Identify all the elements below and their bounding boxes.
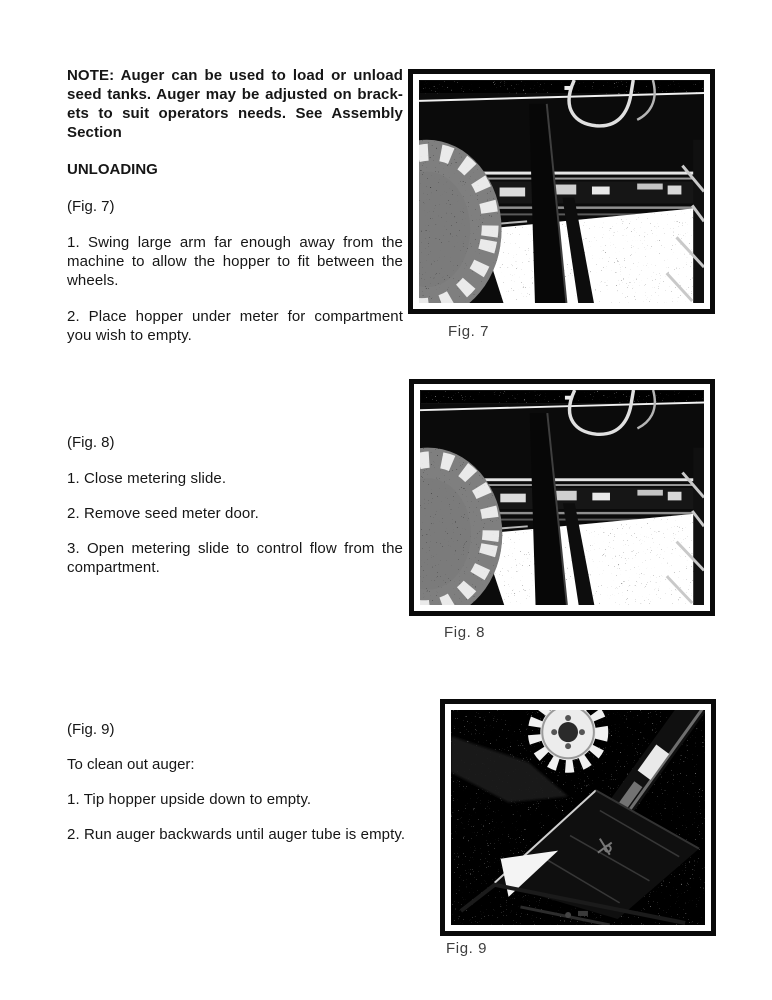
fig9-intro: To clean out auger: (67, 756, 195, 773)
unloading-heading: UNLOADING (67, 161, 158, 178)
fig9-step-2 (67, 825, 406, 844)
fig8-reference: (Fig. 8) (67, 434, 115, 451)
figure-9-caption: Fig. 9 (446, 940, 488, 957)
note-line: NOTE: Auger can be used to load or unload (67, 67, 403, 84)
figure-8-caption: Fig. 8 (444, 624, 486, 641)
figure-9-frame (440, 699, 716, 936)
step-line: 2. Remove seed meter door. (67, 505, 259, 522)
step-line: 2. Place hopper under meter for compartment (67, 308, 403, 325)
figure-8-frame (409, 379, 715, 616)
figure-9-photo (451, 710, 705, 925)
fig8-step-2 (67, 504, 403, 523)
figure-7-photo (419, 80, 704, 303)
figure-7-caption: Fig. 7 (448, 323, 490, 340)
note-line: Section (67, 124, 122, 141)
figure-7-frame (408, 69, 715, 314)
note-line: ets to suit operators needs. See Assembly (67, 105, 403, 122)
step-line: compartment. (67, 559, 160, 576)
fig8-step-1 (67, 469, 403, 488)
fig7-reference: (Fig. 7) (67, 198, 115, 215)
fig9-reference: (Fig. 9) (67, 721, 115, 738)
step-line: machine to allow the hopper to fit between the (67, 253, 403, 270)
note-line: seed tanks. Auger may be adjusted on brack- (67, 86, 403, 103)
step-line: you wish to empty. (67, 327, 192, 344)
step-line: 1. Swing large arm far enough away from the (67, 234, 403, 251)
note-paragraph (67, 66, 403, 142)
step-line: 1. Tip hopper upside down to empty. (67, 791, 312, 808)
step-line: wheels. (67, 272, 119, 289)
figure-8-photo (420, 390, 704, 605)
fig9-step-1 (67, 790, 403, 809)
step-line: 2. Run auger backwards until auger tube is empty. (67, 826, 406, 843)
step-line: 1. Close metering slide. (67, 470, 227, 487)
fig7-step-1 (67, 233, 403, 290)
step-line: 3. Open metering slide to control flow from the (67, 540, 403, 557)
fig8-step-3 (67, 539, 403, 577)
fig7-step-2 (67, 307, 403, 345)
